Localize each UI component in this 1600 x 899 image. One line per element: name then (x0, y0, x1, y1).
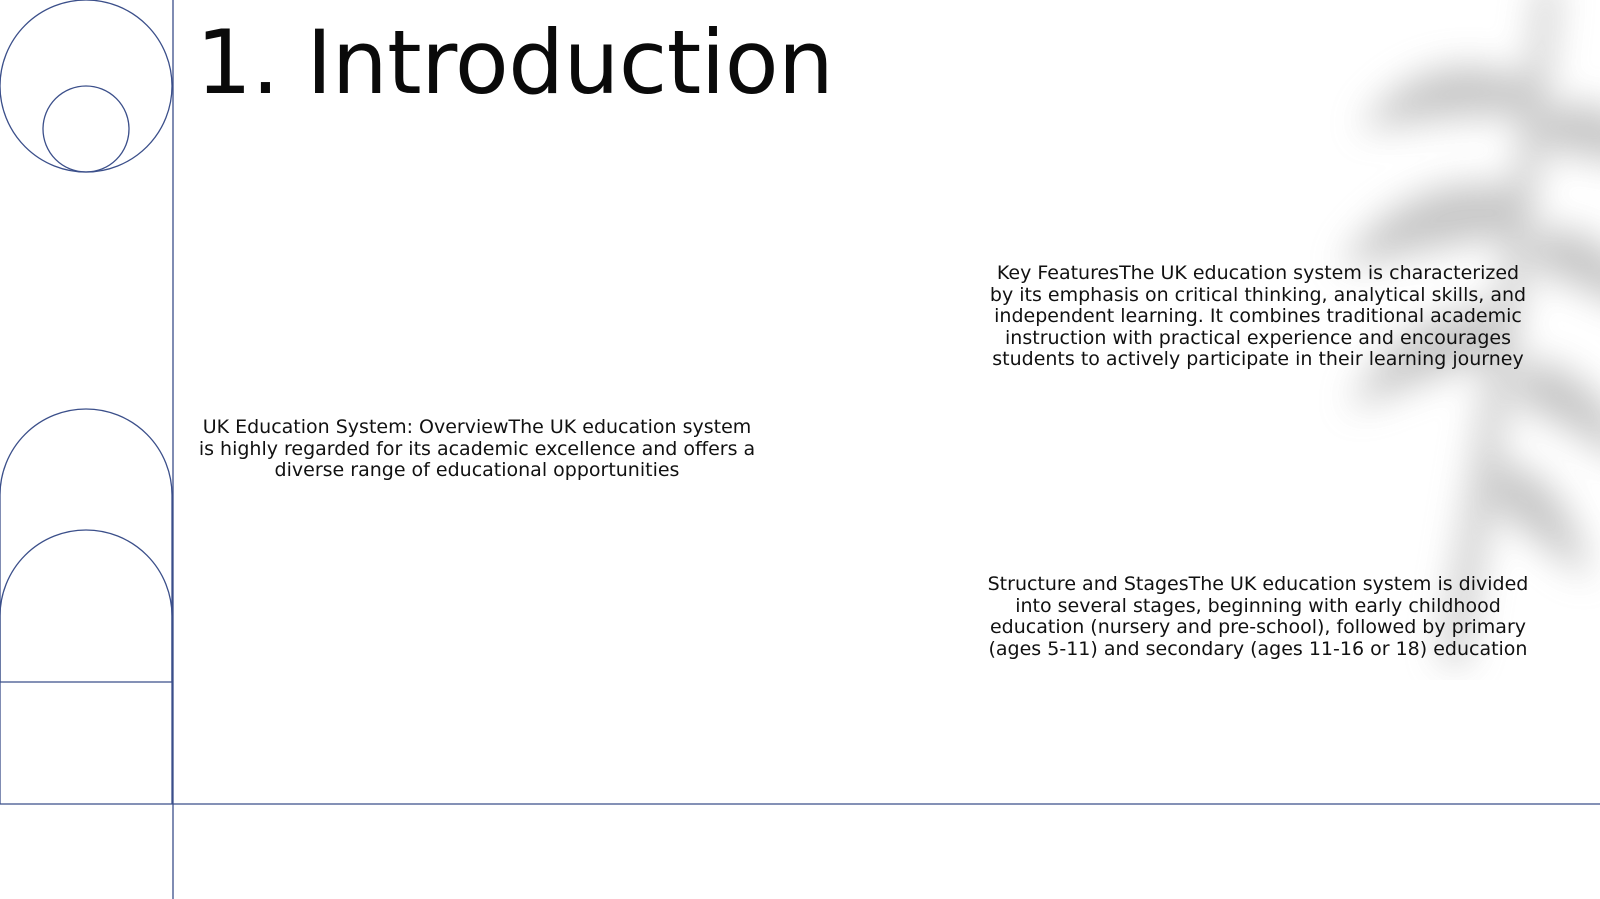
key-features-text-block: Key FeaturesThe UK education system is characterized by its emphasis on critical thinking, analytical skills, and independent learning. It combines traditional academic instruction with practical experience and encourages students to actively participate in their learning journey (989, 262, 1527, 371)
lower-arch-outline (0, 530, 172, 682)
overview-text-block: UK Education System: OverviewThe UK education system is highly regarded for its academic excellence and offers a diverse range of educational opportunities (198, 416, 756, 482)
small-circle-outline (43, 86, 129, 172)
structure-stages-text-block: Structure and StagesThe UK education system is divided into several stages, beginning with early childhood education (nursery and pre-school), followed by primary (ages 5-11) and secondary (ages 11-16 or 18) education (987, 573, 1529, 660)
slide-title: 1. Introduction (196, 11, 834, 114)
upper-arch-outline (0, 409, 172, 804)
